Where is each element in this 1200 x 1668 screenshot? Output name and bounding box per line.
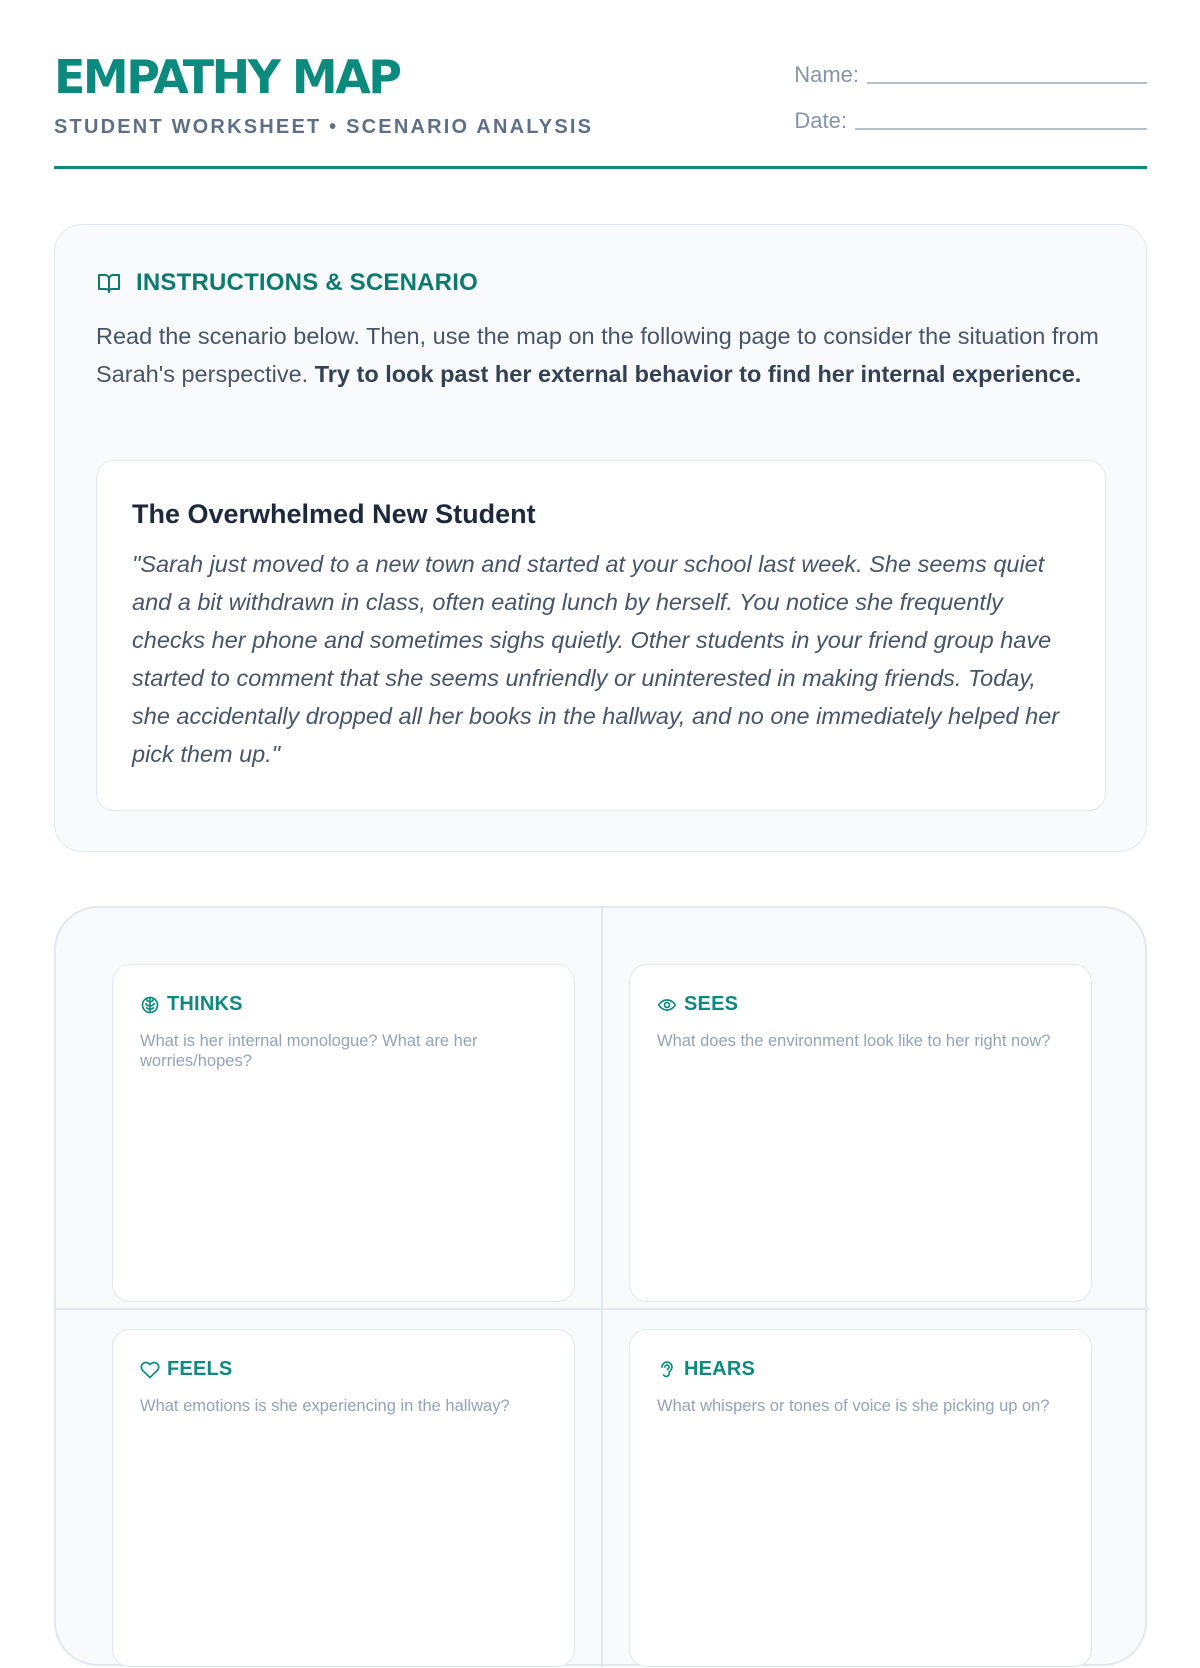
- thinks-heading: [140, 993, 243, 1016]
- sees-prompt: What does the environment look like to her right now?: [657, 1032, 1051, 1050]
- thinks-prompt: What is her internal monologue? What are her worries/hopes?: [140, 1032, 478, 1070]
- header-divider: [54, 166, 1147, 169]
- worksheet-page: [54, 0, 1147, 1415]
- instructions-text-bold: Try to look past her external behavior to find her internal experience.: [314, 361, 1082, 387]
- sees-box[interactable]: [629, 964, 1092, 1302]
- hears-heading: [657, 1358, 755, 1381]
- feels-title: FEELS: [167, 1358, 233, 1380]
- empathy-map-grid: [54, 906, 1147, 1666]
- heart-icon: [140, 1360, 160, 1380]
- instructions-text-plain: Read the scenario below. Then, use the map on the following page to consider the situation from Sarah's perspective.: [96, 323, 1099, 387]
- feels-prompt: What emotions is she experiencing in the hallway?: [140, 1397, 510, 1415]
- eye-icon: [657, 995, 677, 1015]
- sees-title: SEES: [684, 993, 739, 1015]
- name-line[interactable]: [867, 82, 1147, 84]
- instructions-title: INSTRUCTIONS & SCENARIO: [136, 269, 478, 296]
- date-field[interactable]: [794, 108, 1147, 134]
- thinks-title: THINKS: [167, 993, 243, 1015]
- ear-icon: [657, 1360, 677, 1380]
- hears-title: HEARS: [684, 1358, 756, 1380]
- page-subtitle: STUDENT WORKSHEET • SCENARIO ANALYSIS: [54, 116, 594, 138]
- instructions-heading: [96, 269, 478, 297]
- instructions-card: [54, 224, 1147, 852]
- name-field[interactable]: [794, 62, 1147, 88]
- grid-vertical-divider: [601, 908, 603, 1668]
- book-open-icon: [96, 271, 122, 295]
- header: [54, 0, 1147, 170]
- page-title: EMPATHY MAP: [54, 50, 400, 104]
- grid-horizontal-divider: [56, 1308, 1149, 1310]
- scenario-title: The Overwhelmed New Student: [132, 499, 536, 529]
- hears-prompt: What whispers or tones of voice is she picking up on?: [657, 1397, 1050, 1415]
- brain-icon: [140, 995, 160, 1015]
- date-label: Date:: [794, 108, 847, 133]
- instructions-text: [96, 317, 1106, 393]
- feels-heading: [140, 1358, 232, 1381]
- date-line[interactable]: [855, 128, 1147, 130]
- scenario-card: [96, 460, 1106, 811]
- name-label: Name:: [794, 62, 859, 87]
- hears-box[interactable]: [629, 1329, 1092, 1667]
- sees-heading: [657, 993, 738, 1016]
- scenario-text: "Sarah just moved to a new town and started at your school last week. She seems quiet and a bit withdrawn in class, often eating lunch by herself. You notice she frequently checks her phone and sometimes sighs quietly. Other students in your friend group have started to comment that she seems unfriendly or uninterested in making friends. Today, she accidentally dropped all her books in the hallway, and no one immediately helped her pick them up.": [132, 551, 1060, 767]
- thinks-box[interactable]: [112, 964, 575, 1302]
- feels-box[interactable]: [112, 1329, 575, 1667]
